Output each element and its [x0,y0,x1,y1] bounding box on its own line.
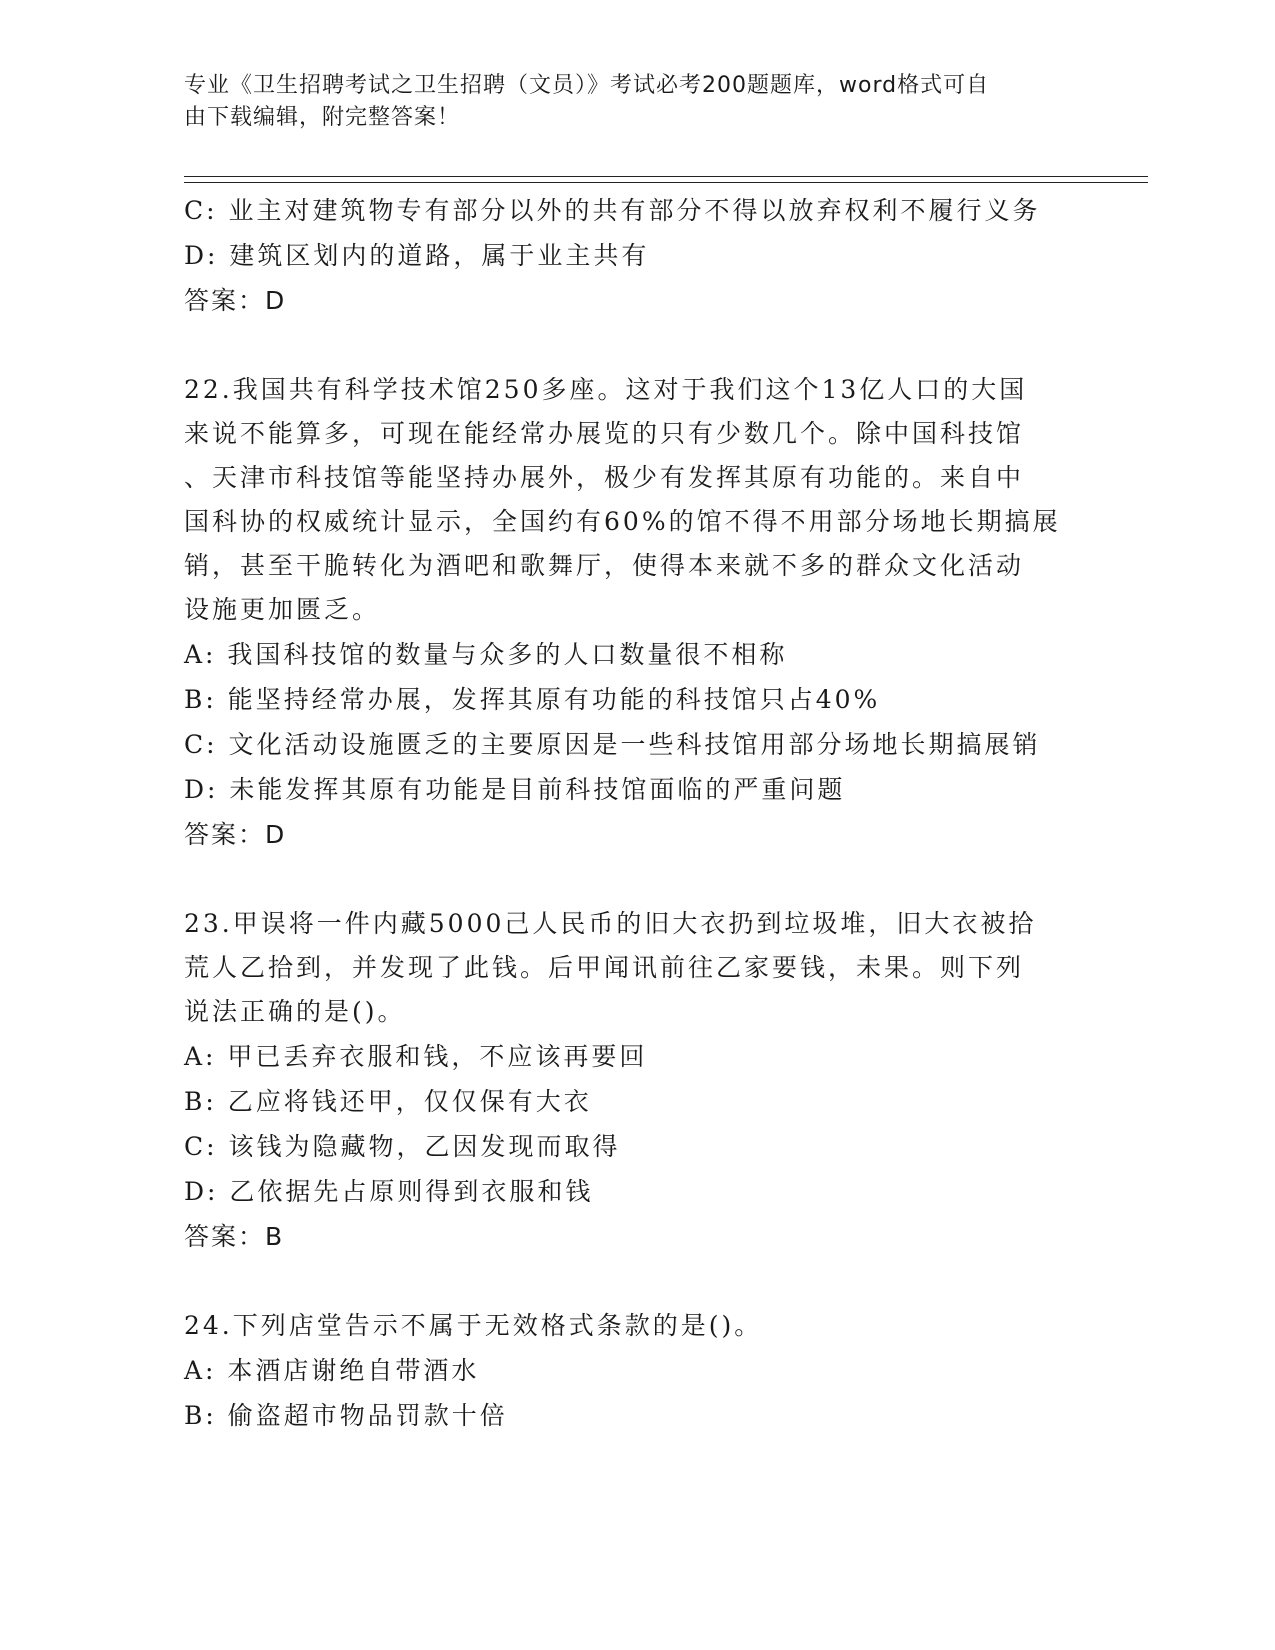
header-line-1: 专业《卫生招聘考试之卫生招聘（文员）》考试必考200题题库，word格式可自 [184,73,990,98]
question-stem-line: 国科协的权威统计显示，全国约有60%的馆不得不用部分场地长期搞展 [184,507,1061,536]
question-stem-line: 23.甲误将一件内藏5000己人民币的旧大衣扔到垃圾堆，旧大衣被拾 [184,909,1037,938]
question-21-tail [184,188,1104,324]
option-c: C: 业主对建筑物专有部分以外的共有部分不得以放弃权利不履行义务 [184,196,1041,225]
option-d: D: 未能发挥其原有功能是目前科技馆面临的严重问题 [184,775,846,804]
option-d: D: 乙依据先占原则得到衣服和钱 [184,1177,594,1206]
spacer [184,1260,1104,1304]
option-b: B: 能坚持经常办展，发挥其原有功能的科技馆只占40% [184,685,881,714]
answer-line: 答案：D [184,820,287,849]
option-a: A: 本酒店谢绝自带酒水 [184,1356,480,1385]
question-24 [184,1304,1104,1438]
answer-line: 答案：D [184,286,287,315]
question-stem-line: 说法正确的是()。 [184,997,406,1026]
answer-line: 答案：B [184,1222,285,1251]
question-22 [184,368,1104,858]
question-stem-line: 22.我国共有科学技术馆250多座。这对于我们这个13亿人口的大国 [184,375,1028,404]
header-divider-top [184,176,1148,177]
document-header [184,70,1064,134]
spacer [184,858,1104,902]
question-stem-line: 24.下列店堂告示不属于无效格式条款的是()。 [184,1311,763,1340]
question-stem-line: 销，甚至干脆转化为酒吧和歌舞厅，使得本来就不多的群众文化活动 [184,551,1025,580]
option-a: A: 我国科技馆的数量与众多的人口数量很不相称 [184,640,788,669]
question-23 [184,902,1104,1260]
header-divider-bottom [184,182,1148,183]
option-c: C: 文化活动设施匮乏的主要原因是一些科技馆用部分场地长期搞展销 [184,730,1041,759]
option-d: D: 建筑区划内的道路，属于业主共有 [184,241,650,270]
header-line-2: 由下载编辑，附完整答案！ [184,105,461,130]
question-stem-line: 设施更加匮乏。 [184,595,381,624]
option-c: C: 该钱为隐藏物，乙因发现而取得 [184,1132,621,1161]
spacer [184,324,1104,368]
question-stem-line: 来说不能算多，可现在能经常办展览的只有少数几个。除中国科技馆 [184,419,1025,448]
question-stem-line: 、天津市科技馆等能坚持办展外，极少有发挥其原有功能的。来自中 [184,463,1025,492]
option-b: B: 偷盗超市物品罚款十倍 [184,1401,508,1430]
option-a: A: 甲已丢弃衣服和钱，不应该再要回 [184,1042,648,1071]
document-body [184,188,1104,1438]
question-stem-line: 荒人乙拾到，并发现了此钱。后甲闻讯前往乙家要钱，未果。则下列 [184,953,1025,982]
option-b: B: 乙应将钱还甲，仅仅保有大衣 [184,1087,592,1116]
